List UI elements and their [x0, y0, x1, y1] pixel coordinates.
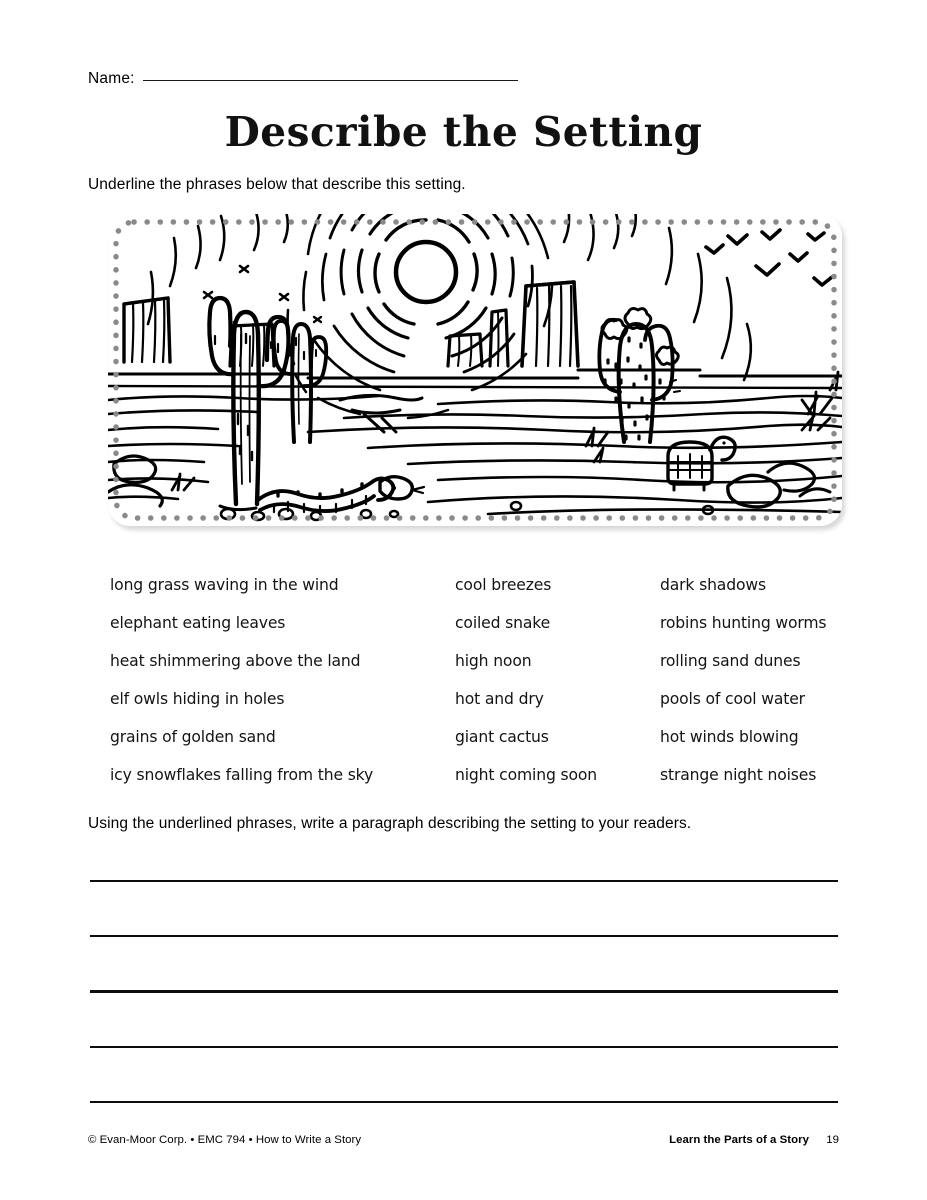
answer-writing-lines — [90, 880, 838, 1103]
footer-section-label: Learn the Parts of a Story — [669, 1134, 809, 1146]
phrase-item[interactable]: cool breezes — [455, 576, 552, 594]
writing-line[interactable] — [90, 1046, 838, 1048]
phrase-item[interactable]: coiled snake — [455, 614, 551, 632]
footer-page-number: 19 — [826, 1134, 839, 1146]
desert-scene-illustration — [108, 214, 842, 526]
phrase-item[interactable]: dark shadows — [660, 576, 766, 594]
phrase-item[interactable]: giant cactus — [455, 728, 549, 746]
phrase-item[interactable]: icy snowflakes falling from the sky — [110, 766, 374, 784]
phrase-item[interactable]: rolling sand dunes — [660, 652, 801, 670]
phrase-item[interactable]: elf owls hiding in holes — [110, 690, 285, 708]
phrase-item[interactable]: night coming soon — [455, 766, 597, 784]
phrase-item[interactable]: high noon — [455, 652, 532, 670]
phrase-item[interactable]: robins hunting worms — [660, 614, 827, 632]
phrase-item[interactable]: heat shimmering above the land — [110, 652, 361, 670]
page-footer — [88, 1134, 839, 1146]
desert-scene-svg — [108, 214, 842, 526]
phrase-item[interactable]: pools of cool water — [660, 690, 805, 708]
phrase-item[interactable]: elephant eating leaves — [110, 614, 286, 632]
name-field-row — [88, 70, 518, 88]
phrase-item[interactable]: hot and dry — [455, 690, 544, 708]
phrase-item[interactable]: long grass waving in the wind — [110, 576, 339, 594]
writing-line[interactable] — [90, 880, 838, 882]
phrase-list — [110, 566, 870, 794]
writing-line[interactable] — [90, 935, 838, 937]
instruction-underline-phrases: Underline the phrases below that describe this setting. — [88, 176, 466, 193]
writing-line[interactable] — [90, 1101, 838, 1103]
footer-section — [669, 1134, 839, 1146]
page-title: Describe the Setting — [224, 108, 703, 156]
name-write-in-line[interactable] — [143, 79, 518, 81]
name-label: Name: — [88, 70, 135, 87]
phrase-item[interactable]: hot winds blowing — [660, 728, 799, 746]
phrase-item[interactable]: grains of golden sand — [110, 728, 276, 746]
writing-line[interactable] — [90, 990, 838, 992]
footer-copyright: © Evan-Moor Corp. • EMC 794 • How to Write a Story — [88, 1134, 362, 1146]
instruction-write-paragraph: Using the underlined phrases, write a paragraph describing the setting to your readers. — [88, 815, 692, 832]
phrase-item[interactable]: strange night noises — [660, 766, 817, 784]
